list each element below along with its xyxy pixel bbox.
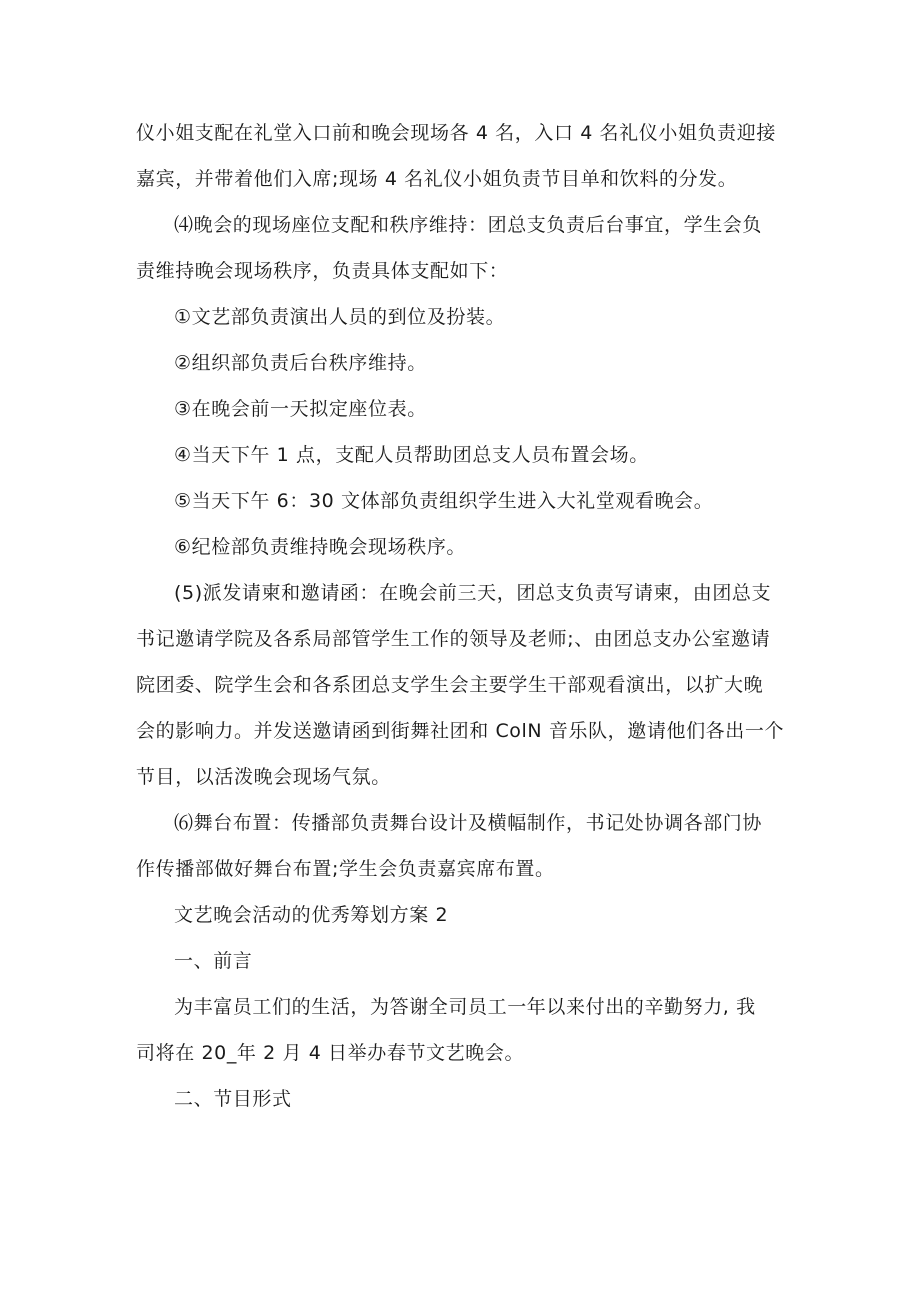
text-line: 嘉宾，并带着他们入席;现场 4 名礼仪小姐负责节目单和饮料的分发。 xyxy=(136,168,738,190)
text-line: ⑤当天下午 6：30 文体部负责组织学生进入大礼堂观看晚会。 xyxy=(174,490,714,512)
text-line: 司将在 20_年 2 月 4 日举办春节文艺晚会。 xyxy=(136,1042,525,1064)
text-line: ④当天下午 1 点，支配人员帮助团总支人员布置会场。 xyxy=(174,444,649,466)
text-line: ⑷晚会的现场座位支配和秩序维持：团总支负责后台事宜，学生会负 xyxy=(174,214,763,236)
text-line: ⑥纪检部负责维持晚会现场秩序。 xyxy=(174,536,467,558)
document-body xyxy=(136,110,796,1122)
text-line: 节目，以活泼晚会现场气氛。 xyxy=(136,766,391,788)
section-heading: 一、前言 xyxy=(174,950,253,972)
text-line: ③在晚会前一天拟定座位表。 xyxy=(174,398,427,420)
text-line: ⑹舞台布置：传播部负责舞台设计及横幅制作，书记处协调各部门协 xyxy=(174,812,763,834)
text-line: 院团委、院学生会和各系团总支学生会主要学生干部观看演出，以扩大晚 xyxy=(136,674,764,696)
text-line: 仪小姐支配在礼堂入口前和晚会现场各 4 名，入口 4 名礼仪小姐负责迎接 xyxy=(136,122,776,144)
text-line: 会的影响力。并发送邀请函到街舞社团和 ColN 音乐队，邀请他们各出一个 xyxy=(136,720,785,742)
section-heading: 文艺晚会活动的优秀筹划方案 2 xyxy=(174,904,449,926)
text-line: ②组织部负责后台秩序维持。 xyxy=(174,352,427,374)
text-line: 为丰富员工们的生活，为答谢全司员工一年以来付出的辛勤努力, 我 xyxy=(174,996,756,1018)
section-heading: 二、节目形式 xyxy=(174,1088,292,1110)
text-line: 书记邀请学院及各系局部管学生工作的领导及老师;、由团总支办公室邀请 xyxy=(136,628,771,650)
text-line: 作传播部做好舞台布置;学生会负责嘉宾席布置。 xyxy=(136,858,555,880)
text-line: (5)派发请柬和邀请函：在晚会前三天，团总支负责写请柬，由团总支 xyxy=(174,582,772,604)
text-line: 责维持晚会现场秩序，负责具体支配如下： xyxy=(136,260,509,282)
text-line: ①文艺部负责演出人员的到位及扮装。 xyxy=(174,306,506,328)
